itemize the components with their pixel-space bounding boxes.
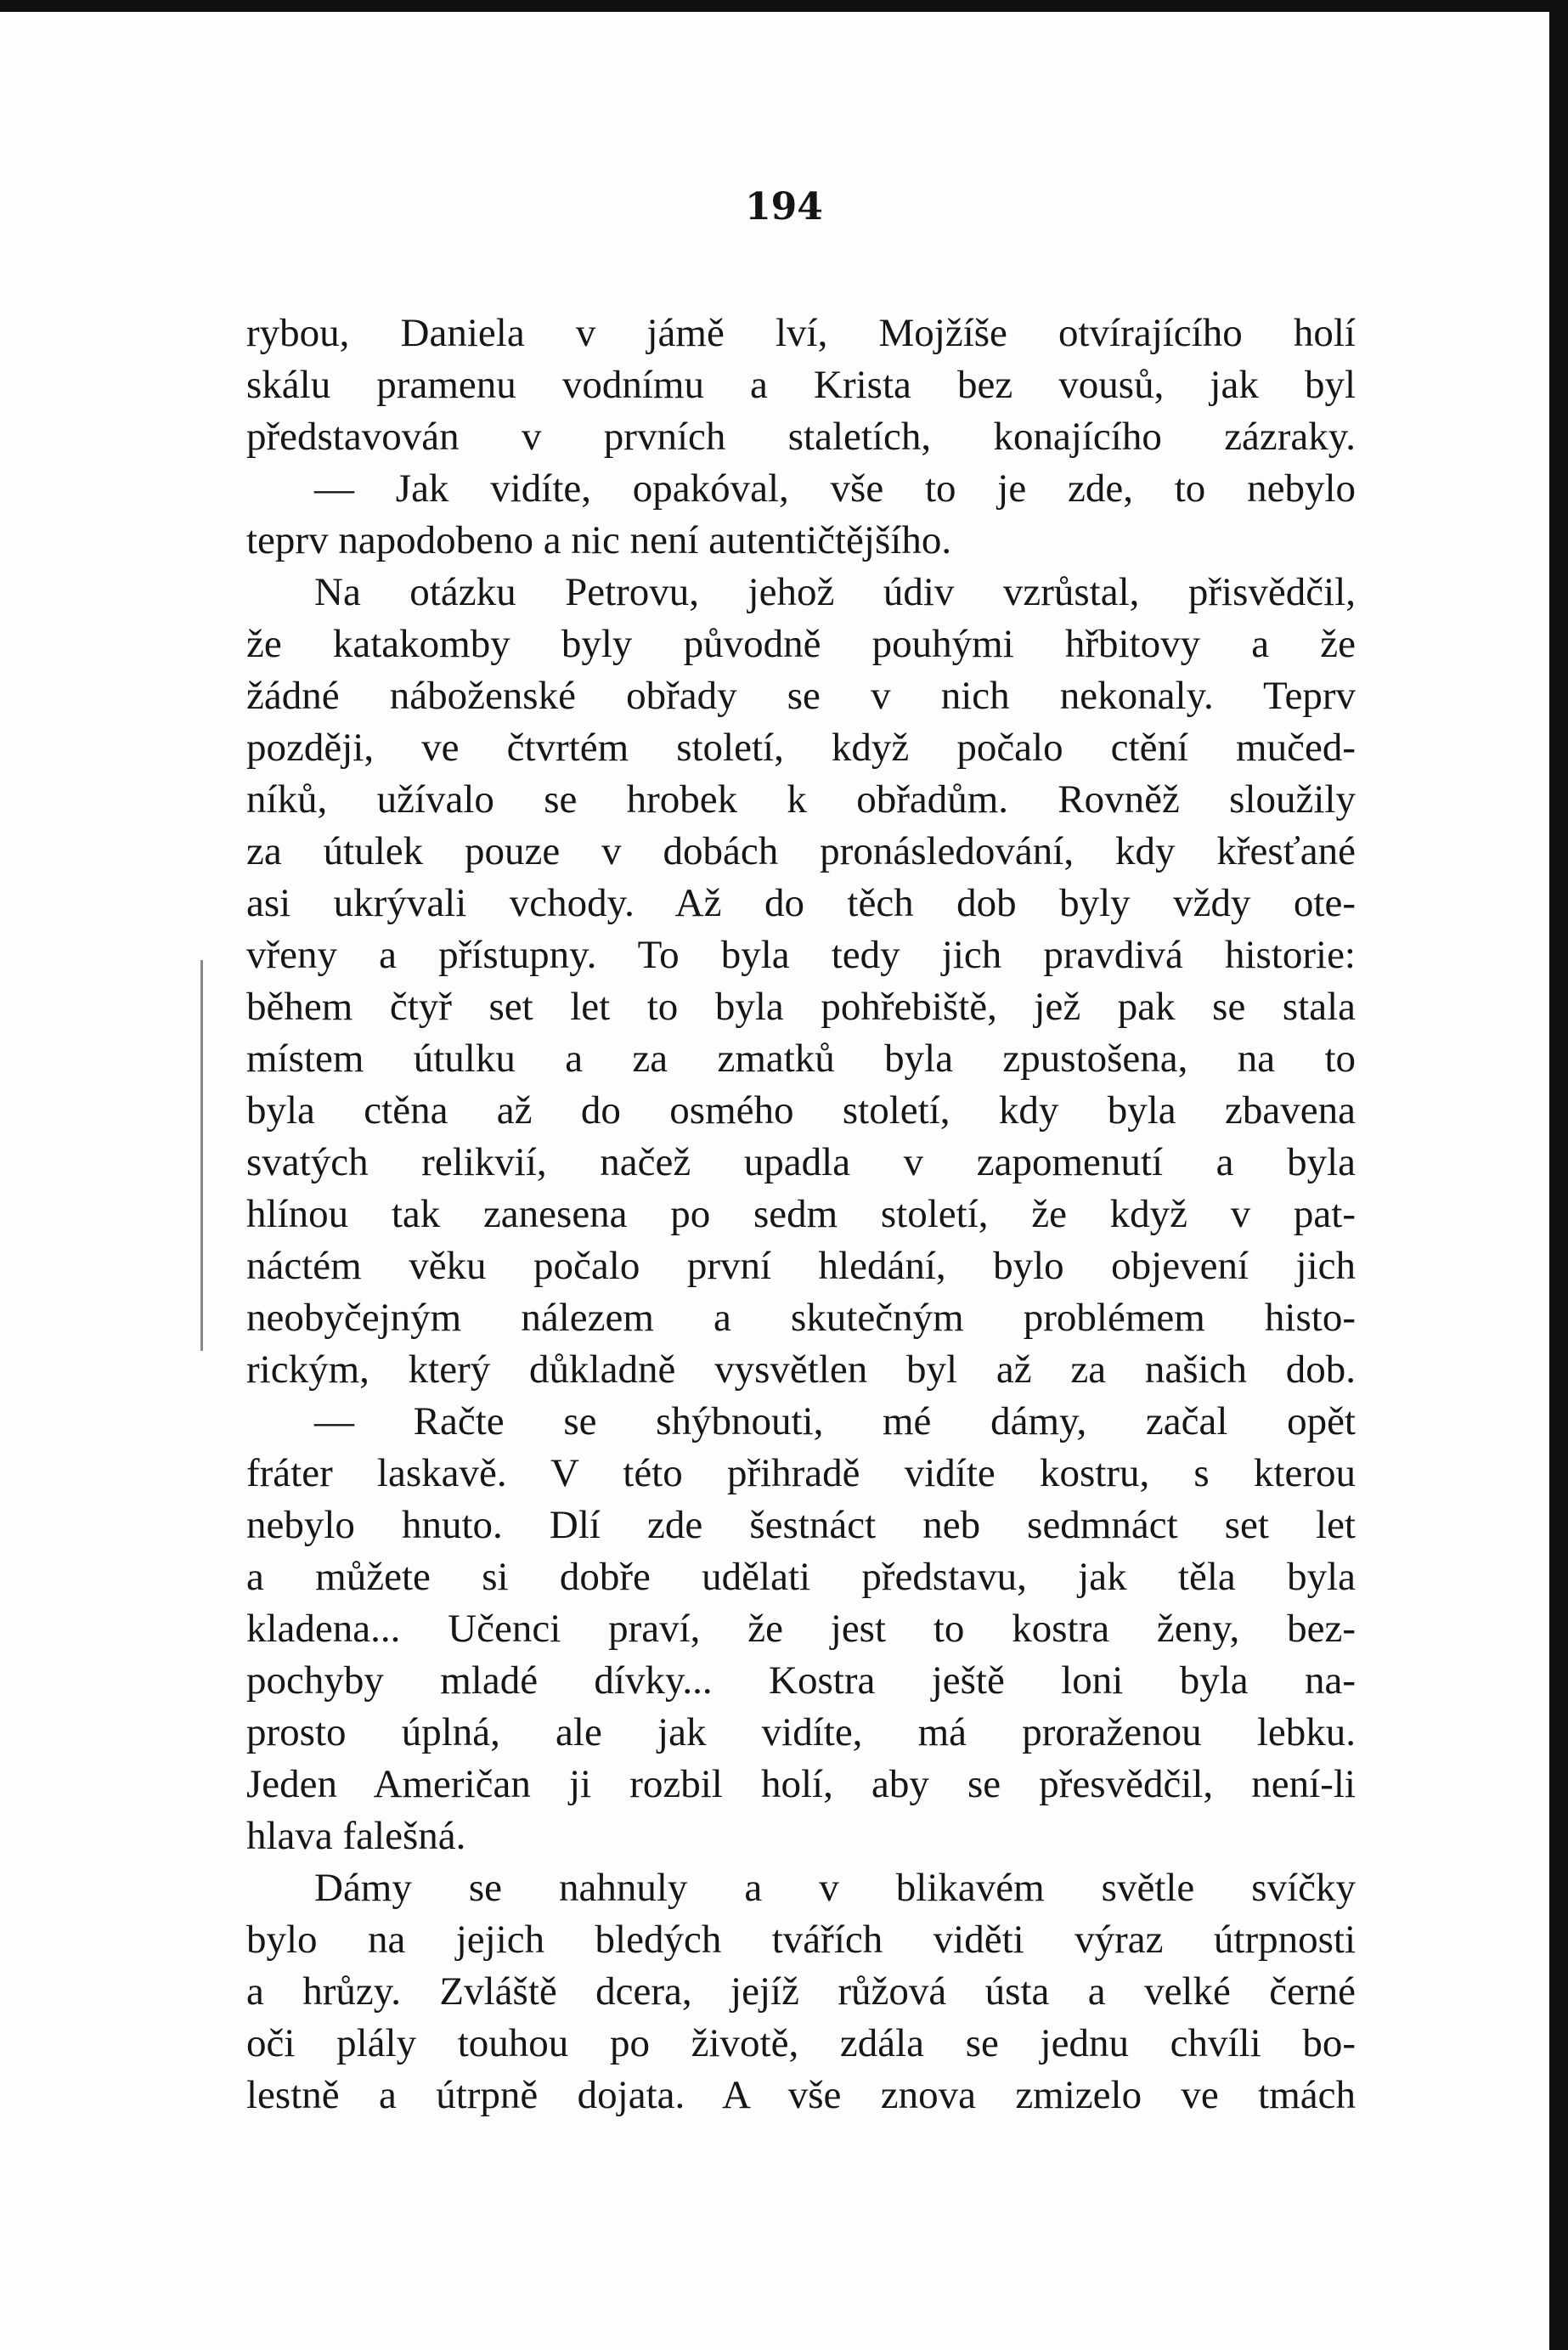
text-line: asi ukrývali vchody. Až do těch dob byly vždy ote- [246, 881, 1356, 925]
text-line: nebylo hnuto. Dlí zde šestnáct neb sedmnáct set let [246, 1503, 1356, 1547]
text-line: Jeden Američan ji rozbil holí, aby se přesvědčil, není-li [246, 1762, 1356, 1806]
text-line: teprv napodobeno a nic není autentičtějšího. [246, 518, 952, 562]
text-line: Dámy se nahnuly a v blikavém světle svíčky [314, 1866, 1356, 1910]
text-line: skálu pramenu vodnímu a Krista bez vousů, jak byl [246, 363, 1356, 407]
text-line: a hrůzy. Zvláště dcera, jejíž růžová ústa a velké černé [246, 1969, 1356, 2014]
scan-border-right [1549, 0, 1568, 2350]
text-line: rybou, Daniela v jámě lví, Mojžíše otvírajícího holí [246, 311, 1356, 355]
text-line: hlínou tak zanesena po sedm století, že když v pat- [246, 1192, 1356, 1236]
text-line: náctém věku počalo první hledání, bylo objevení jich [246, 1244, 1356, 1288]
text-line: kladena... Učenci praví, že jest to kostra ženy, bez- [246, 1607, 1356, 1651]
margin-pencil-mark [200, 960, 203, 1351]
scan-border-top [0, 0, 1568, 12]
page-number: 194 [745, 185, 823, 229]
text-line: za útulek pouze v dobách pronásledování, kdy křesťané [246, 829, 1356, 873]
text-line: prosto úplná, ale jak vidíte, má proraženou lebku. [246, 1710, 1356, 1754]
text-line: a můžete si dobře udělati představu, jak těla byla [246, 1555, 1356, 1599]
text-line: — Jak vidíte, opakóval, vše to je zde, to nebylo [314, 466, 1356, 511]
text-line: byla ctěna až do osmého století, kdy byla zbavena [246, 1088, 1356, 1133]
text-line: vřeny a přístupny. To byla tedy jich pravdivá historie: [246, 933, 1356, 977]
text-line: bylo na jejich bledých tvářích viděti výraz útrpnosti [246, 1918, 1356, 1962]
text-line: rickým, který důkladně vysvětlen byl až za našich dob. [246, 1347, 1356, 1392]
text-line: během čtyř set let to byla pohřebiště, jež pak se stala [246, 985, 1356, 1029]
text-line: že katakomby byly původně pouhými hřbitovy a že [246, 622, 1356, 666]
text-line: místem útulku a za zmatků byla zpustošena, na to [246, 1037, 1356, 1081]
text-line: fráter laskavě. V této přihradě vidíte kostru, s kterou [246, 1451, 1356, 1495]
text-line: svatých relikvií, načež upadla v zapomenutí a byla [246, 1140, 1356, 1184]
text-line: žádné náboženské obřady se v nich nekonaly. Teprv [246, 674, 1356, 718]
text-line: Na otázku Petrovu, jehož údiv vzrůstal, přisvědčil, [314, 570, 1356, 614]
text-line: neobyčejným nálezem a skutečným problémem histo- [246, 1296, 1356, 1340]
text-line: pochyby mladé dívky... Kostra ještě loni byla na- [246, 1658, 1356, 1703]
text-line: níků, užívalo se hrobek k obřadům. Rovněž sloužily [246, 777, 1356, 822]
text-line: hlava falešná. [246, 1814, 466, 1858]
text-line: představován v prvních staletích, konajícího zázraky. [246, 415, 1356, 459]
text-line: — Račte se shýbnouti, mé dámy, začal opět [314, 1399, 1356, 1443]
body-text [246, 308, 1356, 2121]
text-line: oči plály touhou po životě, zdála se jednu chvíli bo- [246, 2021, 1356, 2065]
text-line: lestně a útrpně dojata. A vše znova zmizelo ve tmách [246, 2073, 1356, 2117]
text-line: později, ve čtvrtém století, když počalo ctění mučed- [246, 726, 1356, 770]
